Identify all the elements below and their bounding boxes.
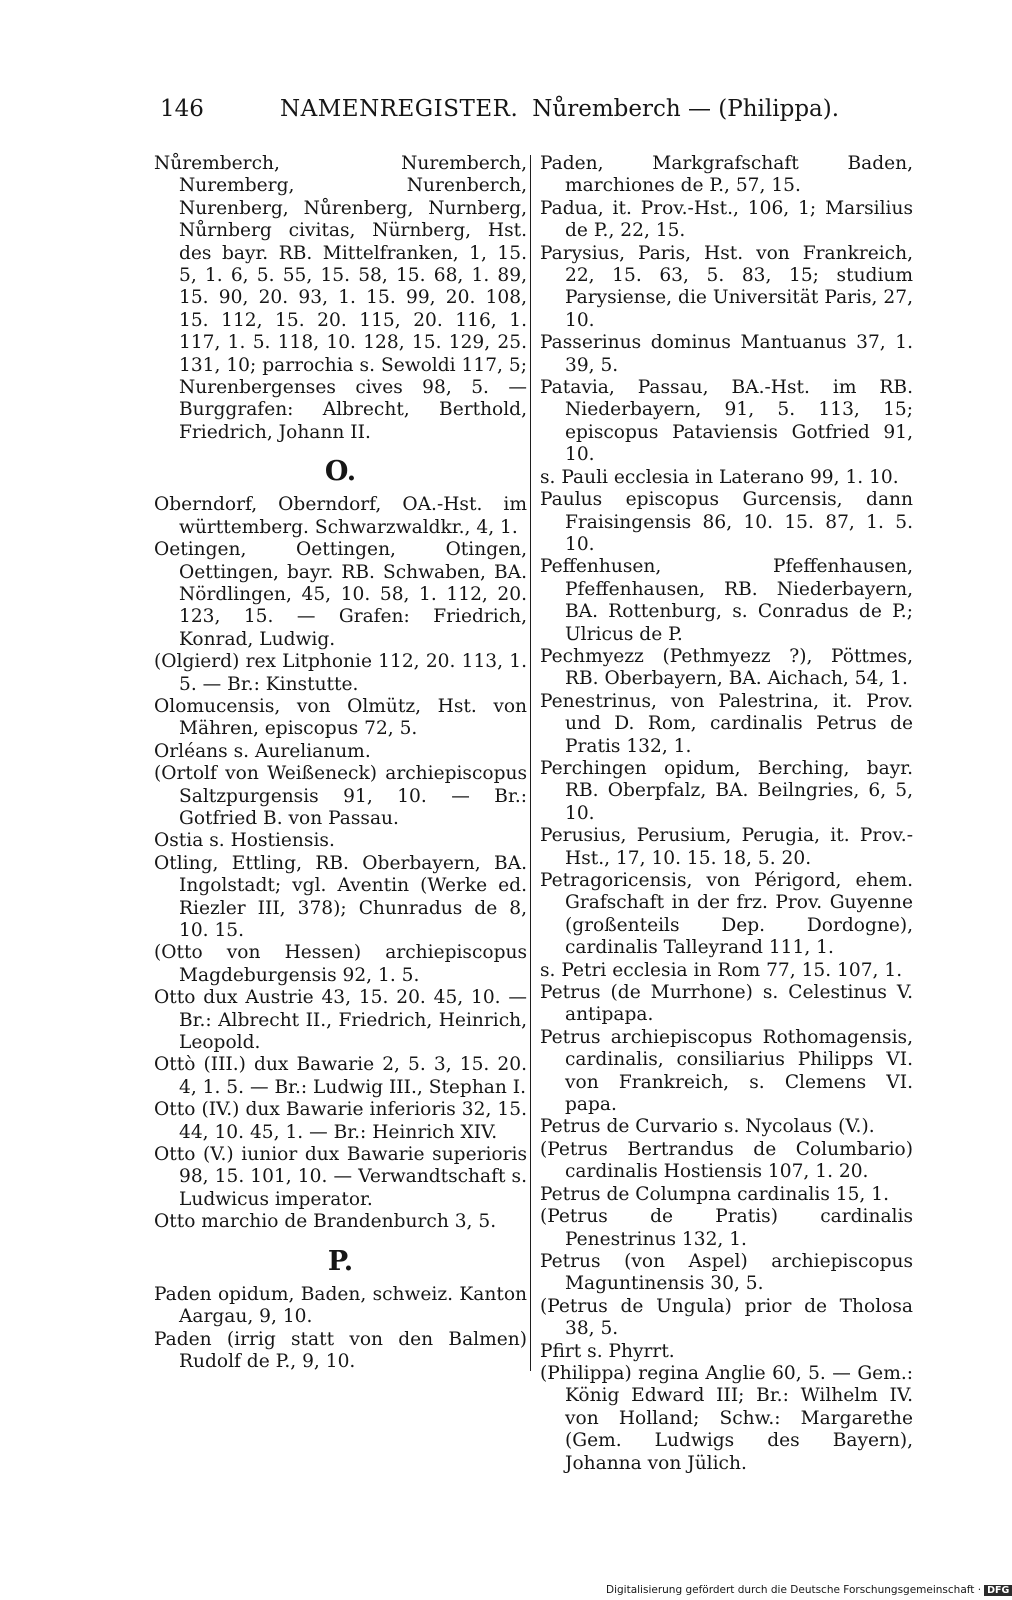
index-entry: Paulus episcopus Gurcensis, dann Fraisingensis 86, 10. 15. 87, 1. 5. 10. (540, 489, 913, 555)
index-entry: (Otto von Hessen) archiepiscopus Magdeburgensis 92, 1. 5. (154, 942, 527, 986)
index-entry: s. Pauli ecclesia in Laterano 99, 1. 10. (540, 466, 899, 488)
index-entry: Oetingen, Oettingen, Otingen, Oettingen, bayr. RB. Schwaben, BA. Nördlingen, 45, 10. 58, 1. 112, 20. 123, 15. — Grafen: Friedrich, Konrad, Ludwig. (154, 539, 527, 650)
section-letter-p: P. (327, 1245, 354, 1277)
index-entry: Otto (IV.) dux Bawarie inferioris 32, 15. 44, 10. 45, 1. — Br.: Heinrich XIV. (154, 1099, 527, 1143)
index-entry: Petrus (de Murrhone) s. Celestinus V. antipapa. (540, 982, 913, 1026)
page-number: 146 (160, 96, 204, 122)
running-title: NAMENREGISTER. (280, 96, 519, 122)
running-range: Nůremberch — (Philippa). (532, 96, 840, 122)
index-entry: Padua, it. Prov.-Hst., 106, 1; Marsilius de P., 22, 15. (540, 197, 913, 242)
index-entry: Perusius, Perusium, Perugia, it. Prov.-Hst., 17, 10. 15. 18, 5. 20. (540, 825, 913, 869)
digitization-credit (606, 1584, 1010, 1600)
page-header (160, 96, 840, 122)
index-entry: (Petrus de Ungula) prior de Tholosa 38, 5. (540, 1295, 913, 1340)
index-entry: Paden opidum, Baden, schweiz. Kanton Aargau, 9, 10. (154, 1283, 527, 1328)
index-entry: Passerinus dominus Mantuanus 37, 1. 39, 5. (540, 332, 913, 376)
index-entry: Petrus de Curvario s. Nycolaus (V.). (540, 1116, 875, 1138)
index-entry: (Petrus Bertrandus de Columbario) cardinalis Hostiensis 107, 1. 20. (540, 1138, 913, 1183)
section-letter-o: O. (324, 456, 357, 488)
index-entry: Patavia, Passau, BA.-Hst. im RB. Niederbayern, 91, 5. 113, 15; episcopus Pataviensis Gotfried 91, 10. (540, 377, 913, 466)
index-entry: s. Petri ecclesia in Rom 77, 15. 107, 1. (540, 959, 903, 981)
index-entry: (Philippa) regina Anglie 60, 5. — Gem.: König Edward III; Br.: Wilhelm IV. von Holland; Schw.: Margarethe (Gem. Ludwigs des Bayern), Johanna von Jülich. (540, 1362, 913, 1474)
index-entry: Petrus archiepiscopus Rothomagensis, cardinalis, consiliarius Philipps VI. von Frankreich, s. Clemens VI. papa. (540, 1026, 913, 1116)
index-entry: Otto marchio de Brandenburch 3, 5. (154, 1211, 497, 1233)
credit-text: Digitalisierung gefördert durch die Deutsche Forschungsgemeinschaft · (606, 1584, 982, 1596)
column-divider (530, 155, 531, 1371)
index-entry: Perchingen opidum, Berching, bayr. RB. Oberpfalz, BA. Beilngries, 6, 5, 10. (540, 757, 913, 824)
index-entry: Petrus (von Aspel) archiepiscopus Maguntinensis 30, 5. (540, 1250, 913, 1295)
index-entry: Petragoricensis, von Périgord, ehem. Grafschaft in der frz. Prov. Guyenne (großenteils Dep. Dordogne), cardinalis Talleyrand 111, 1. (540, 870, 913, 959)
dfg-logo: DFG (984, 1585, 1012, 1596)
index-entry: Petrus de Columpna cardinalis 15, 1. (540, 1183, 889, 1205)
index-entry: Pechmyezz (Pethmyezz ?), Pöttmes, RB. Oberbayern, BA. Aichach, 54, 1. (540, 645, 913, 690)
index-entry: Nůremberch, Nuremberch, Nuremberg, Nurenberch, Nurenberg, Nůrenberg, Nurnberg, Nůrnberg civitas, Nürnberg, Hst. des bayr. RB. Mittelfranken, 1, 15. 5, 1. 6, 5. 55, 15. 58, 15. 68, 1. 89, 15. 90, 20. 93, 1. 15. 99, 20. 108, 15. 112, 15. 20. 115, 20. 116, 1. 117, 1. 5. 118, 10. 128, 15. 129, 25. 131, 10; parrochia s. Sewoldi 117, 5; Nurenbergenses cives 98, 5. — Burggrafen: Albrecht, Berthold, Friedrich, Johann II. (154, 153, 527, 443)
index-entry: Otling, Ettling, RB. Oberbayern, BA. Ingolstadt; vgl. Aventin (Werke ed. Riezler III, 378); Chunradus de 8, 10. 15. (154, 852, 527, 941)
index-entry: Peffenhusen, Pfeffenhausen, Pfeffenhausen, RB. Niederbayern, BA. Rottenburg, s. Conradus de P.; Ulricus de P. (540, 556, 913, 645)
index-entry: Parysius, Paris, Hst. von Frankreich, 22, 15. 63, 5. 83, 15; studium Parysiense, die Universität Paris, 27, 10. (540, 242, 913, 331)
index-entry: Olomucensis, von Olmütz, Hst. von Mähren, episcopus 72, 5. (154, 695, 527, 740)
index-entry: (Olgierd) rex Litphonie 112, 20. 113, 1. 5. — Br.: Kinstutte. (154, 651, 527, 695)
right-column (540, 153, 913, 1475)
index-entry: Otto dux Austrie 43, 15. 20. 45, 10. — Br.: Albrecht II., Friedrich, Heinrich, Leopold. (154, 987, 527, 1054)
index-entry: Paden (irrig statt von den Balmen) Rudolf de P., 9, 10. (154, 1328, 527, 1372)
index-entry: Ottò (III.) dux Bawarie 2, 5. 3, 15. 20. 4, 1. 5. — Br.: Ludwig III., Stephan I. (154, 1054, 527, 1098)
index-entry: Penestrinus, von Palestrina, it. Prov. und D. Rom, cardinalis Petrus de Pratis 132, 1. (540, 690, 913, 757)
index-entry: (Ortolf von Weißeneck) archiepiscopus Saltzpurgensis 91, 10. — Br.: Gotfried B. von Passau. (154, 763, 527, 829)
index-entry: Otto (V.) iunior dux Bawarie superioris 98, 15. 101, 10. — Verwandtschaft s. Ludwicus imperator. (154, 1144, 527, 1210)
index-entry: Paden, Markgrafschaft Baden, marchiones de P., 57, 15. (540, 153, 913, 197)
index-entry: Orléans s. Aurelianum. (154, 740, 371, 762)
index-entry: Oberndorf, Oberndorf, OA.-Hst. im württemberg. Schwarzwaldkr., 4, 1. (154, 494, 527, 538)
index-entry: Pfirt s. Phyrrt. (540, 1340, 675, 1362)
index-entry: Ostia s. Hostiensis. (154, 830, 335, 852)
index-entry: (Petrus de Pratis) cardinalis Penestrinus 132, 1. (540, 1206, 913, 1250)
left-column (154, 153, 527, 1373)
